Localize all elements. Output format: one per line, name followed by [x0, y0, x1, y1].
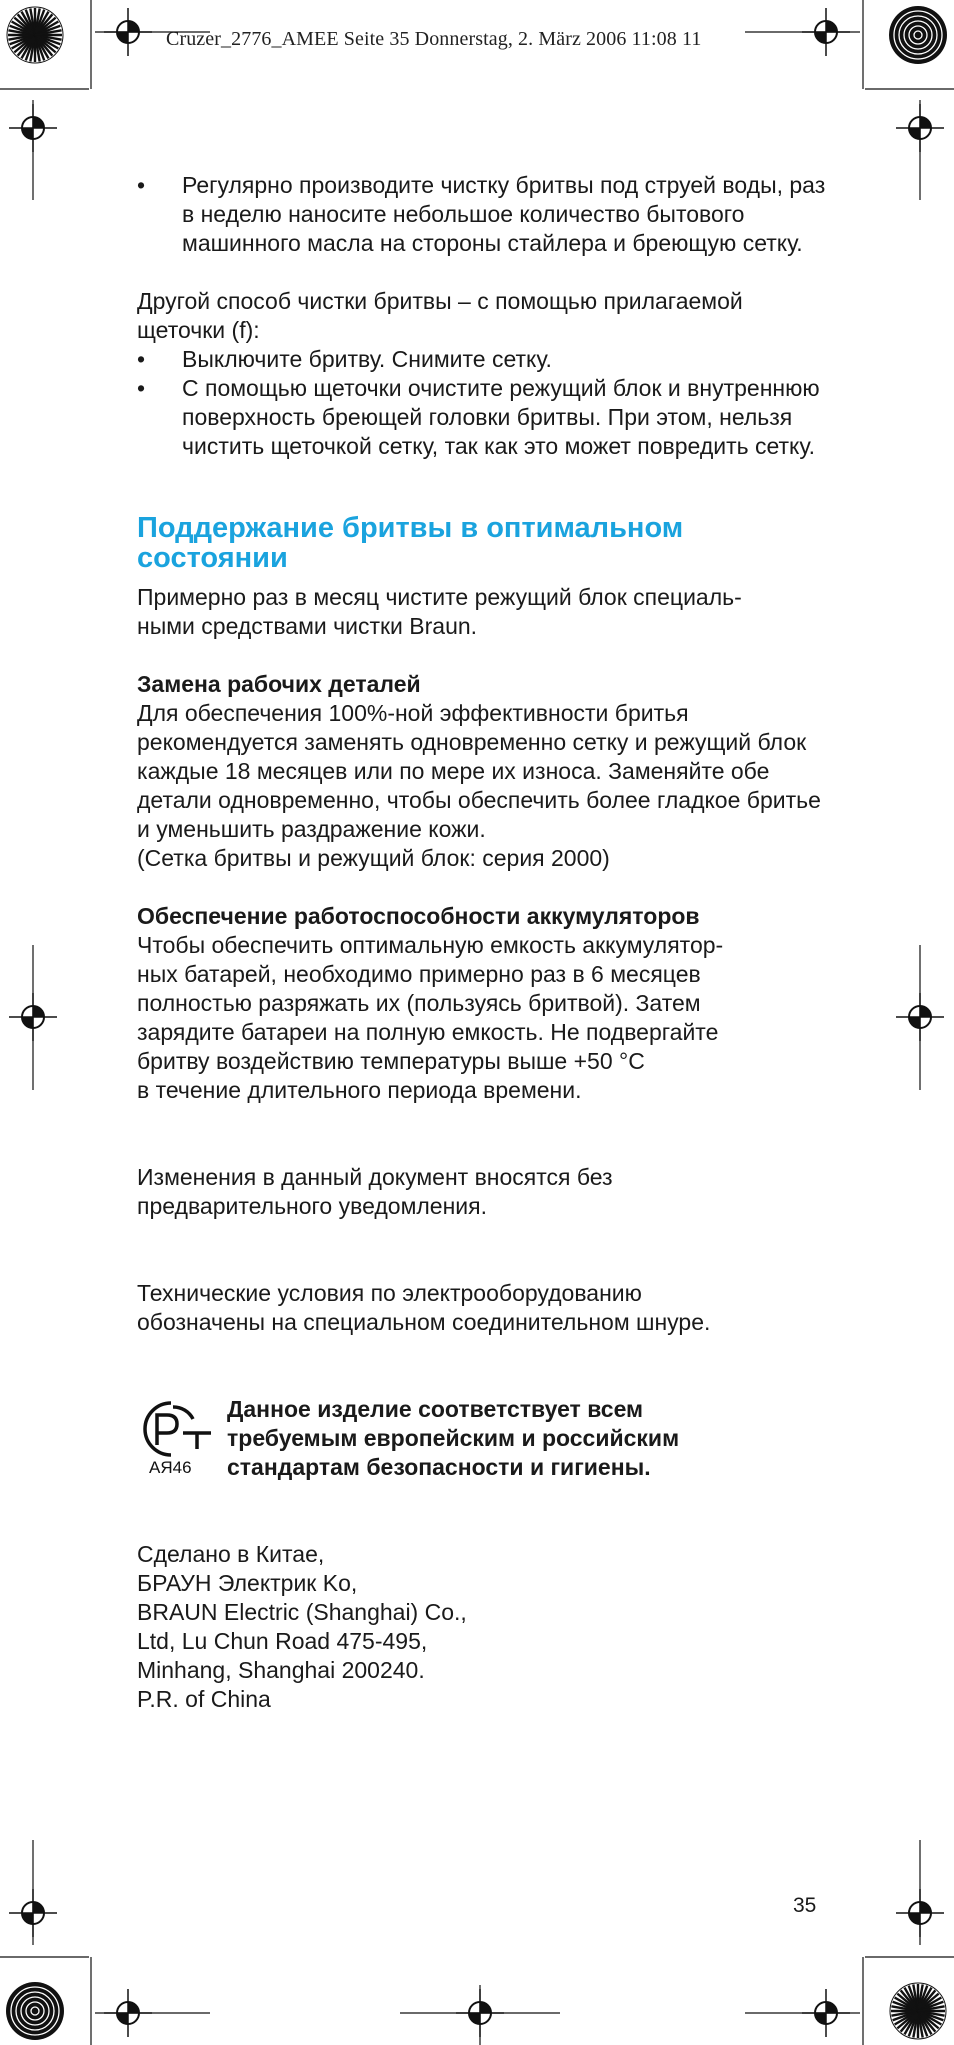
gost-code: АЯ46: [149, 1458, 192, 1475]
page-number: 35: [793, 1894, 817, 1917]
replacement-text: Для обеспечения 100%-ной эффективности бритья рекомендуется заменять одновременно сетку и режущий блок каждые 18 месяцев или по мере их износа. Заменяйте обе детали одновременно, чтобы обеспечить более гладкое бритье и уменьшить раздражение кожи.: [137, 700, 821, 842]
list-item-text: С помощью щеточки очистите режущий блок и внутреннюю поверхность бреющей головки бритвы. При этом, нельзя чистить щеточкой сетку, так как это может повредить сетку.: [182, 375, 820, 459]
maintenance-text: Примерно раз в месяц чистите режущий блок специаль- ными средствами чистки Braun.: [137, 584, 742, 639]
subheading-battery: Обеспечение работоспособности аккумуляторов: [137, 903, 700, 929]
cleaning-bullets: [137, 171, 837, 258]
notice-specs: Технические условия по электрооборудованию обозначены на специальном соединительном шнуре.: [137, 1280, 711, 1335]
print-slug-header: Cruzer_2776_AMEE Seite 35 Donnerstag, 2. März 2006 11:08 11: [166, 28, 702, 50]
certification-block: [137, 1395, 837, 1482]
section-heading-maintenance: Поддержание бритвы в оптимальном состоянии: [137, 512, 684, 574]
list-item: [137, 171, 837, 258]
brush-bullets: [137, 345, 837, 461]
notice-changes: Изменения в данный документ вносятся без предварительного уведомления.: [137, 1164, 613, 1219]
subheading-replacement: Замена рабочих деталей: [137, 671, 421, 697]
list-item-text: Выключите бритву. Снимите сетку.: [182, 346, 552, 372]
bullet-icon: •: [137, 346, 146, 372]
parts-note: (Сетка бритвы и режущий блок: серия 2000): [137, 845, 610, 871]
list-item-text: Регулярно производите чистку бритвы под струей воды, раз в неделю наносите небольшое количество бытового машинного масла на стороны стайлера и бреющую сетку.: [182, 172, 826, 256]
gost-r-certification-icon: [137, 1397, 217, 1475]
bullet-icon: •: [137, 172, 146, 198]
certification-text: Данное изделие соответствует всем требуемым европейским и российским стандартам безопасности и гигиены.: [227, 1396, 680, 1480]
list-item: [137, 374, 837, 461]
brush-intro: Другой способ чистки бритвы – с помощью прилагаемой щеточки (f):: [137, 288, 743, 343]
manufacturer-address: Сделано в Китае, БРАУН Электрик Ko, BRAUN Electric (Shanghai) Co., Ltd, Lu Chun Road 475-495, Minhang, Shanghai 200240. P.R. of China: [137, 1541, 467, 1712]
list-item: [137, 345, 837, 374]
document-body: [137, 171, 837, 1714]
bullet-icon: •: [137, 375, 146, 401]
battery-text: Чтобы обеспечить оптимальную емкость аккумулятор- ных батарей, необходимо примерно раз в 6 месяцев полностью разряжать их (пользуясь бритвой). Затем зарядите батареи на полную емкость. Не подвергайте бритву воздействию температуры выше +50 °C в течение длительного периода времени.: [137, 932, 724, 1103]
